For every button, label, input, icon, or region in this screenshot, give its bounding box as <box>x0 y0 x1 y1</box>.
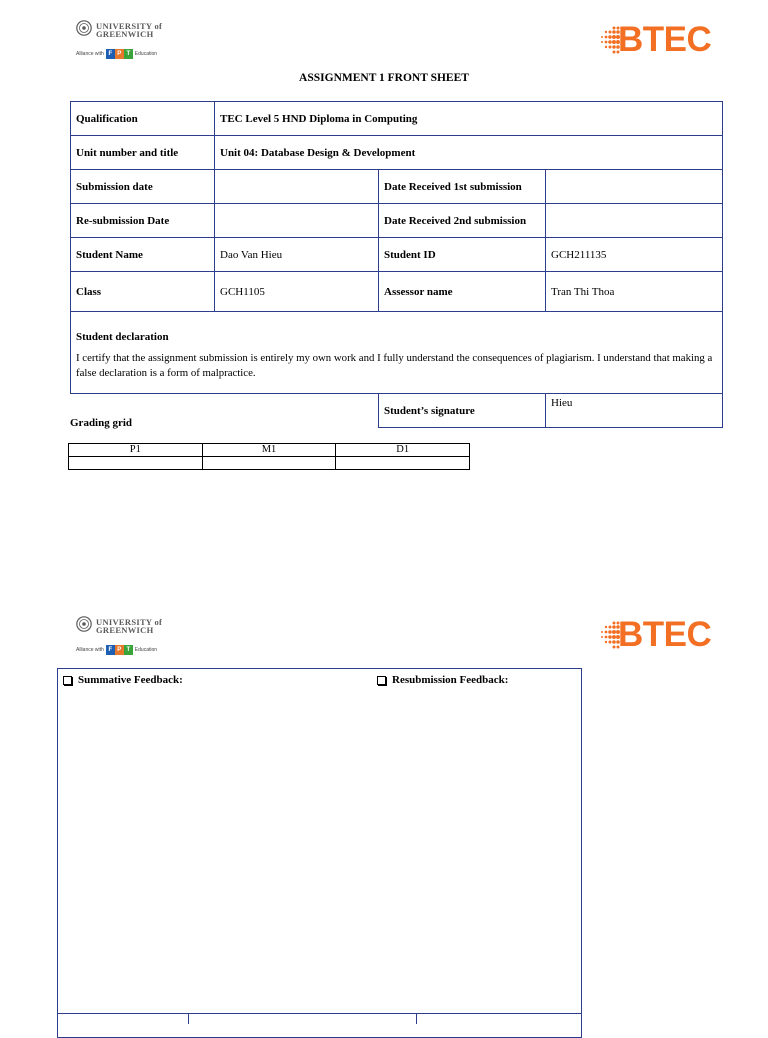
signature-value[interactable]: Hieu <box>546 394 723 428</box>
fpt-letter-p: P <box>115 645 124 655</box>
grade-m1-cell[interactable] <box>202 457 336 470</box>
resubmission-checkbox-icon[interactable] <box>377 676 386 685</box>
university-of-greenwich-logo <box>76 20 176 62</box>
grade-m1-header: M1 <box>202 444 336 457</box>
btec-wordmark: BTEC <box>618 615 712 654</box>
fpt-letter-f: F <box>106 49 115 59</box>
qualification-label: Qualification <box>71 102 215 136</box>
class-label: Class <box>71 272 215 312</box>
feedback-box[interactable] <box>57 668 582 1038</box>
student-id-value[interactable]: GCH211135 <box>546 238 723 272</box>
grading-value-row <box>69 457 470 470</box>
fpt-letter-f: F <box>106 645 115 655</box>
university-name-line2: GREENWICH <box>96 29 154 39</box>
grading-grid <box>68 443 470 470</box>
fpt-letter-p: P <box>115 49 124 59</box>
student-row <box>71 238 723 272</box>
declaration-label: Student declaration <box>76 331 169 343</box>
btec-dots-icon <box>600 26 620 54</box>
summative-feedback-label: Summative Feedback: <box>78 674 183 686</box>
signature-spacer-2 <box>215 394 379 428</box>
alliance-suffix: Education <box>134 647 158 653</box>
date-received-2-label: Date Received 2nd submission <box>379 204 546 238</box>
summative-feedback[interactable] <box>63 674 183 686</box>
grade-p1-header: P1 <box>69 444 203 457</box>
grade-p1-cell[interactable] <box>69 457 203 470</box>
front-sheet-table <box>70 101 723 428</box>
btec-logo <box>600 22 718 60</box>
assessor-label: Assessor name <box>379 272 546 312</box>
grade-d1-cell[interactable] <box>336 457 470 470</box>
student-id-label: Student ID <box>379 238 546 272</box>
fpt-logo <box>106 645 133 655</box>
unit-label: Unit number and title <box>71 136 215 170</box>
alliance-line <box>76 49 157 59</box>
alliance-line <box>76 645 157 655</box>
university-name-line1: UNIVERSITY of <box>96 21 163 31</box>
btec-logo-page2 <box>600 617 718 655</box>
resubmission-date-field[interactable] <box>215 204 379 238</box>
bottom-cell-divider-2 <box>416 1013 417 1024</box>
university-name-line1: UNIVERSITY of <box>96 617 163 627</box>
alliance-prefix: Alliance with <box>76 647 104 653</box>
class-row <box>71 272 723 312</box>
university-of-greenwich-logo-page2 <box>76 616 176 658</box>
declaration-cell <box>71 312 723 394</box>
assessor-value[interactable]: Tran Thi Thoa <box>546 272 723 312</box>
grade-d1-header: D1 <box>336 444 470 457</box>
qualification-value: TEC Level 5 HND Diploma in Computing <box>215 102 723 136</box>
date-received-1-field[interactable] <box>546 170 723 204</box>
resubmission-date-label: Re-submission Date <box>71 204 215 238</box>
signature-row <box>71 394 723 428</box>
resubmission-feedback[interactable] <box>377 674 508 686</box>
grading-grid-label: Grading grid <box>70 417 133 429</box>
feedback-bottom-divider <box>57 1013 582 1014</box>
fpt-letter-t: T <box>124 645 133 655</box>
unit-value: Unit 04: Database Design & Development <box>215 136 723 170</box>
btec-dots-icon <box>600 621 620 649</box>
university-seal-icon <box>76 616 92 632</box>
page-title: ASSIGNMENT 1 FRONT SHEET <box>299 72 469 84</box>
fpt-logo <box>106 49 133 59</box>
grading-header-row <box>69 444 470 457</box>
student-name-value[interactable]: Dao Van Hieu <box>215 238 379 272</box>
date-received-2-field[interactable] <box>546 204 723 238</box>
btec-wordmark: BTEC <box>618 20 712 59</box>
signature-label: Student’s signature <box>379 394 546 428</box>
resubmission-date-row <box>71 204 723 238</box>
summative-checkbox-icon[interactable] <box>63 676 72 685</box>
date-received-1-label: Date Received 1st submission <box>379 170 546 204</box>
university-name-line2: GREENWICH <box>96 625 154 635</box>
student-name-label: Student Name <box>71 238 215 272</box>
fpt-letter-t: T <box>124 49 133 59</box>
bottom-cell-divider-1 <box>188 1013 189 1024</box>
qualification-row <box>71 102 723 136</box>
class-value[interactable]: GCH1105 <box>215 272 379 312</box>
alliance-suffix: Education <box>134 51 158 57</box>
declaration-row <box>71 312 723 394</box>
university-seal-icon <box>76 20 92 36</box>
resubmission-feedback-label: Resubmission Feedback: <box>392 674 509 686</box>
alliance-prefix: Alliance with <box>76 51 104 57</box>
declaration-text: I certify that the assignment submission is entirely my own work and I fully understand the consequences of plagiarism. I understand that making a false declaration is a form of malpractice. <box>76 352 713 379</box>
submission-date-label: Submission date <box>71 170 215 204</box>
unit-row <box>71 136 723 170</box>
submission-date-row <box>71 170 723 204</box>
submission-date-field[interactable] <box>215 170 379 204</box>
